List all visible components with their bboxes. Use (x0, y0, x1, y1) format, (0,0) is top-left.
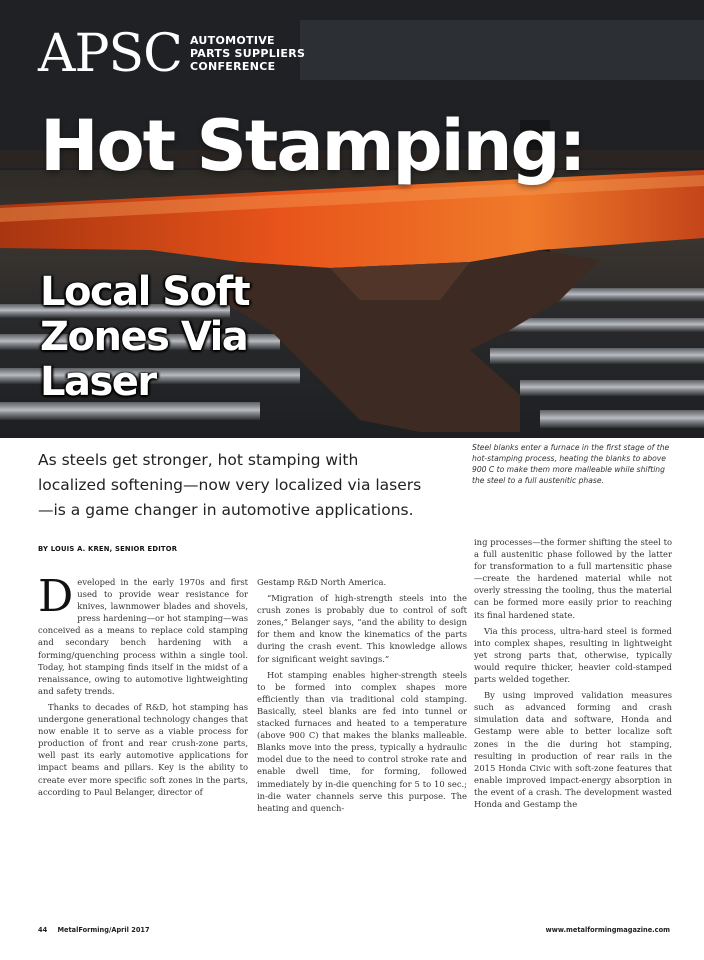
body-column-2 (257, 576, 467, 912)
article-deck: As steels get stronger, hot stamping with localized softening—now very localized via lasers—is a game changer in automotive applications. (38, 451, 422, 519)
body-paragraph: “Migration of high-strength steels into the crush zones is probably due to control of soft zones,” Belanger says, “and the ability to design for them and know the kinematics of the parts during the crash event. This knowledge allows for significant weight savings.” (257, 593, 467, 664)
body-paragraph: Via this process, ultra-hard steel is formed into complex shapes, resulting in lightweight yet strong parts that, otherwise, typically would require thicker, heavier cold-stamped parts welded together. (474, 625, 672, 685)
body-paragraph: Thanks to decades of R&D, hot stamping has undergone generational technology changes that now enable it to serve as a viable process for production of front and rear crush-zone parts, well past its early automotive applications for impact beams and pillars. Key is the ability to create ever more specific soft zones in the parts, according to Paul Belanger, director of (38, 701, 248, 797)
apsc-logo (38, 24, 310, 84)
footer-url[interactable]: www.metalformingmagazine.com (545, 926, 670, 934)
logo-subtitle: AUTOMOTIVE PARTS SUPPLIERS CONFERENCE (189, 34, 306, 73)
hero-photo (0, 0, 704, 438)
body-column-1 (38, 576, 248, 912)
body-paragraph: Gestamp R&D North America. (257, 577, 387, 587)
photo-caption: Steel blanks enter a furnace in the first stage of the hot-stamping process, heating the blanks to above 900 C to make them more malleable while shifting the steel to a full austenitic phase. (472, 443, 670, 485)
body-paragraph: By using improved validation measures such as advanced forming and crash simulation data and software, Honda and Gestamp were able to better localize soft zones in the die during hot stamping, resulting in production of rear rails in the 2015 Honda Civic with soft-zone features that enable improved impact-energy absorption in the event of a crash. The development wasted Honda and Gestamp the (474, 690, 672, 809)
page-footer (38, 926, 670, 934)
page-number: 44 (38, 926, 48, 934)
body-paragraph: Developed in the early 1970s and first used to provide wear resistance for knives, lawnmower blades and shovels, press hardening—or hot stamping—was conceived as a means to replace cold stamping and secondary bench hardening with a forming/quenching process within a single tool. Today, hot stamping finds itself in the midst of a renaissance, owing to automotive lightweighting and safety trends. (38, 576, 248, 696)
drop-cap: D (38, 576, 74, 622)
issue-label: MetalForming/April 2017 (57, 926, 150, 934)
footer-left (38, 926, 150, 934)
body-column-3 (474, 536, 672, 912)
byline: BY LOUIS A. KREN, SENIOR EDITOR (38, 545, 178, 553)
body-paragraph: Hot stamping enables higher-strength steels to be formed into complex shapes more efficiently than via traditional cold stamping. Basically, steel blanks are fed into tunnel or stacked furnaces and heated to a temperature (above 900 C) that makes the blanks malleable. Blanks move into the press, typically a hydraulic model due to the need to control stroke rate and enable dwell time, for forming, followed immediately by in-die quenching for 5 to 10 sec.; in-die water channels serve this purpose. The heating and quench- (257, 669, 467, 813)
article-subheadline: Local Soft Zones Via Laser (40, 269, 250, 405)
body-paragraph: ing processes—the former shifting the steel to a full austenitic phase followed by the latter for transformation to a full martensitic phase—create the hardened material while not overly stressing the tooling, thus the material can be formed more easily prior to reaching its final hardened state. (474, 537, 672, 620)
article-headline: Hot Stamping: (40, 105, 585, 187)
logo-wordmark: APSC (38, 24, 182, 84)
